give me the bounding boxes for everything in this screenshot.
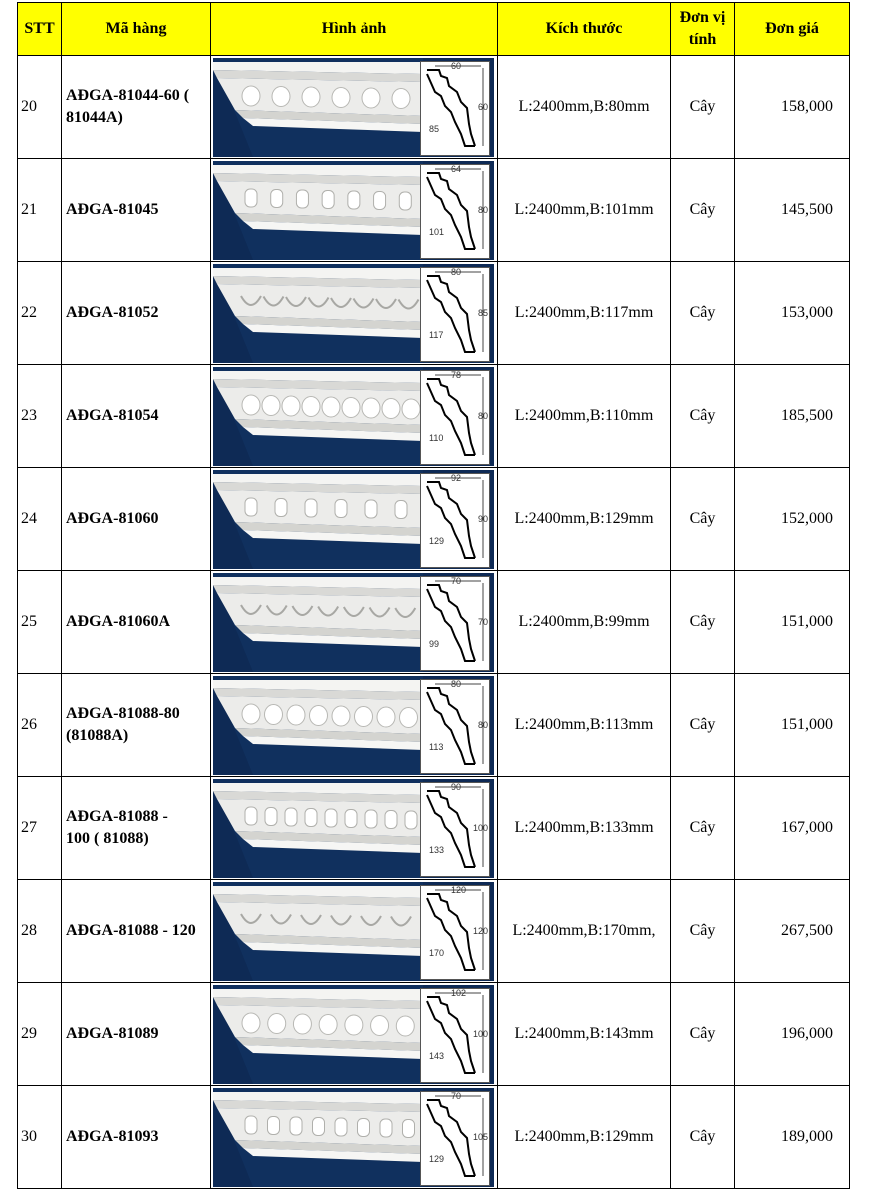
profile-drawing	[420, 370, 490, 465]
ornament	[348, 191, 360, 209]
dim-right: 90	[477, 513, 488, 524]
row-code	[62, 56, 211, 159]
profile-drawing	[420, 576, 490, 671]
row-code-line2: (81088A)	[66, 727, 129, 744]
dim-left: 117	[429, 329, 444, 340]
row-code-line1: AĐGA-81088-80	[66, 705, 180, 722]
dim-top: 80	[451, 678, 462, 689]
dim-top: 78	[451, 369, 462, 380]
header-row	[18, 3, 850, 56]
row-code-line1: AĐGA-81060A	[66, 613, 170, 630]
ornament	[245, 498, 257, 516]
cornice-photo	[213, 779, 423, 878]
dim-right: 70	[477, 616, 488, 627]
ornament	[287, 705, 305, 725]
ornament	[262, 395, 280, 415]
row-size: L:2400mm,B:170mm,	[498, 880, 671, 983]
profile-drawing	[420, 164, 490, 259]
dim-top: 64	[451, 163, 462, 174]
cornice-photo	[213, 573, 423, 672]
cornice-photo	[213, 161, 423, 260]
cornice-thumbnail	[213, 58, 494, 157]
cornice-thumbnail	[213, 1088, 494, 1187]
row-image	[211, 1086, 498, 1189]
ornament	[242, 1013, 260, 1033]
row-code	[62, 880, 211, 983]
dim-right: 80	[477, 410, 488, 421]
ornament	[325, 809, 337, 827]
cornice-photo	[213, 264, 423, 363]
ornament	[377, 707, 395, 727]
cornice-photo	[213, 985, 423, 1084]
header-unit-line2: tính	[688, 31, 717, 48]
dim-top: 70	[451, 1090, 462, 1101]
ornament	[275, 498, 287, 516]
row-price: 152,000	[735, 468, 850, 571]
row-image	[211, 159, 498, 262]
ornament	[345, 809, 357, 827]
row-price: 153,000	[735, 262, 850, 365]
row-code	[62, 365, 211, 468]
dim-left: 85	[429, 123, 440, 134]
cornice-photo	[213, 58, 423, 157]
ornament	[374, 191, 386, 209]
table-row	[18, 777, 850, 880]
row-size: L:2400mm,B:99mm	[498, 571, 671, 674]
ornament	[358, 1118, 370, 1136]
ornament	[282, 396, 300, 416]
profile-drawing	[420, 679, 490, 774]
row-code-line2: 81044A)	[66, 109, 123, 126]
row-image	[211, 262, 498, 365]
cornice-thumbnail	[213, 779, 494, 878]
row-price: 189,000	[735, 1086, 850, 1189]
cornice-thumbnail	[213, 470, 494, 569]
row-size: L:2400mm,B:129mm	[498, 1086, 671, 1189]
row-code-line1: AĐGA-81093	[66, 1128, 159, 1145]
ornament	[403, 1119, 415, 1137]
table-row	[18, 159, 850, 262]
ornament	[332, 706, 350, 726]
profile-outline	[427, 997, 475, 1073]
ornament	[302, 396, 320, 416]
row-code-line1: AĐGA-81089	[66, 1025, 159, 1042]
profile-drawing	[420, 782, 490, 877]
dim-top: 60	[451, 60, 462, 71]
dim-left: 113	[429, 741, 444, 752]
ornament	[305, 499, 317, 517]
row-stt: 21	[18, 159, 62, 262]
row-price: 196,000	[735, 983, 850, 1086]
cornice-thumbnail	[213, 264, 494, 363]
row-unit: Cây	[671, 365, 735, 468]
ornament	[402, 399, 420, 419]
header-image: Hình ảnh	[211, 3, 498, 56]
profile-outline	[427, 585, 475, 661]
row-price: 158,000	[735, 56, 850, 159]
row-stt: 26	[18, 674, 62, 777]
row-unit: Cây	[671, 983, 735, 1086]
row-unit: Cây	[671, 1086, 735, 1189]
profile-drawing	[420, 267, 490, 362]
ornament	[310, 705, 328, 725]
row-stt: 27	[18, 777, 62, 880]
ornament	[302, 87, 320, 107]
table-row	[18, 571, 850, 674]
row-code-line1: AĐGA-81045	[66, 201, 159, 218]
ornament	[245, 807, 257, 825]
ornament	[268, 1013, 286, 1033]
row-unit: Cây	[671, 56, 735, 159]
row-stt: 29	[18, 983, 62, 1086]
cornice-thumbnail	[213, 676, 494, 775]
ornament	[305, 808, 317, 826]
ornament	[385, 810, 397, 828]
ornament	[345, 1015, 363, 1035]
ornament	[319, 1014, 337, 1034]
ornament	[342, 397, 360, 417]
row-code	[62, 159, 211, 262]
cornice-photo	[213, 676, 423, 775]
row-unit: Cây	[671, 468, 735, 571]
ornament	[335, 1118, 347, 1136]
dim-right: 100	[472, 1028, 488, 1039]
cornice-photo	[213, 470, 423, 569]
dim-left: 101	[429, 226, 445, 237]
dim-left: 143	[429, 1050, 445, 1061]
row-size: L:2400mm,B:129mm	[498, 468, 671, 571]
profile-outline	[427, 173, 475, 249]
row-image	[211, 777, 498, 880]
profile-outline	[427, 894, 475, 970]
row-stt: 28	[18, 880, 62, 983]
row-price: 167,000	[735, 777, 850, 880]
row-code	[62, 777, 211, 880]
ornament	[371, 1015, 389, 1035]
ornament	[322, 190, 334, 208]
header-price: Đơn giá	[735, 3, 850, 56]
row-code	[62, 571, 211, 674]
ornament	[380, 1119, 392, 1137]
row-code-line1: AĐGA-81060	[66, 510, 159, 527]
ornament	[242, 395, 260, 415]
table-row	[18, 983, 850, 1086]
row-price: 151,000	[735, 674, 850, 777]
row-code	[62, 983, 211, 1086]
profile-drawing	[420, 988, 490, 1083]
cornice-photo	[213, 367, 423, 466]
dim-top: 120	[451, 884, 467, 895]
profile-outline	[427, 1100, 475, 1176]
dim-left: 170	[429, 947, 445, 958]
ornament	[332, 87, 350, 107]
profile-outline	[427, 791, 475, 867]
row-stt: 24	[18, 468, 62, 571]
row-price: 267,500	[735, 880, 850, 983]
row-price: 151,000	[735, 571, 850, 674]
row-image	[211, 983, 498, 1086]
dim-top: 90	[451, 781, 462, 792]
row-size: L:2400mm,B:110mm	[498, 365, 671, 468]
ornament	[265, 704, 283, 724]
ornament	[242, 86, 260, 106]
ornament	[405, 811, 417, 829]
profile-outline	[427, 276, 475, 352]
cornice-thumbnail	[213, 573, 494, 672]
dim-left: 129	[429, 535, 445, 546]
row-stt: 22	[18, 262, 62, 365]
profile-drawing	[420, 1091, 490, 1186]
cornice-photo	[213, 882, 423, 981]
row-code-line2: 100 ( 81088)	[66, 830, 149, 847]
table-row	[18, 365, 850, 468]
header-unit	[671, 3, 735, 56]
table-row	[18, 56, 850, 159]
ornament	[272, 86, 290, 106]
ornament	[396, 1016, 414, 1036]
ornament	[400, 707, 418, 727]
cornice-thumbnail	[213, 161, 494, 260]
dim-right: 105	[472, 1131, 488, 1142]
cornice-thumbnail	[213, 882, 494, 981]
row-code	[62, 1086, 211, 1189]
row-stt: 20	[18, 56, 62, 159]
row-size: L:2400mm,B:133mm	[498, 777, 671, 880]
ornament	[362, 88, 380, 108]
ornament	[335, 499, 347, 517]
row-stt: 25	[18, 571, 62, 674]
ornament	[322, 397, 340, 417]
profile-drawing	[420, 885, 490, 980]
ornament	[382, 398, 400, 418]
header-size: Kích thước	[498, 3, 671, 56]
ornament	[392, 88, 410, 108]
ornament	[365, 810, 377, 828]
ornament	[296, 190, 308, 208]
dim-top: 102	[451, 987, 467, 998]
cornice-thumbnail	[213, 985, 494, 1084]
dim-left: 133	[429, 844, 445, 855]
ornament	[313, 1117, 325, 1135]
header-stt: STT	[18, 3, 62, 56]
row-size: L:2400mm,B:113mm	[498, 674, 671, 777]
row-image	[211, 468, 498, 571]
row-code-line1: AĐGA-81088 - 120	[66, 922, 196, 939]
profile-drawing	[420, 473, 490, 568]
header-unit-line1: Đơn vị	[679, 9, 726, 26]
row-stt: 23	[18, 365, 62, 468]
row-unit: Cây	[671, 777, 735, 880]
row-code-line1: AĐGA-81088 -	[66, 808, 168, 825]
row-unit: Cây	[671, 674, 735, 777]
row-image	[211, 56, 498, 159]
cornice-thumbnail	[213, 367, 494, 466]
row-image	[211, 880, 498, 983]
row-unit: Cây	[671, 880, 735, 983]
ornament	[271, 189, 283, 207]
row-price: 185,500	[735, 365, 850, 468]
dim-right: 100	[472, 822, 488, 833]
ornament	[268, 1116, 280, 1134]
cornice-photo	[213, 1088, 423, 1187]
ornament	[242, 704, 260, 724]
price-table	[17, 2, 850, 1189]
ornament	[395, 500, 407, 518]
ornament	[362, 398, 380, 418]
row-code	[62, 468, 211, 571]
dim-right: 120	[472, 925, 488, 936]
dim-top: 80	[451, 266, 462, 277]
row-stt: 30	[18, 1086, 62, 1189]
row-unit: Cây	[671, 159, 735, 262]
dim-right: 80	[477, 204, 488, 215]
dim-top: 92	[451, 472, 462, 483]
table-row	[18, 1086, 850, 1189]
row-code-line1: AĐGA-81052	[66, 304, 159, 321]
table-row	[18, 262, 850, 365]
header-code: Mã hàng	[62, 3, 211, 56]
ornament	[290, 1117, 302, 1135]
row-size: L:2400mm,B:143mm	[498, 983, 671, 1086]
dim-right: 60	[477, 101, 488, 112]
row-unit: Cây	[671, 262, 735, 365]
row-image	[211, 571, 498, 674]
dim-top: 70	[451, 575, 462, 586]
table-row	[18, 880, 850, 983]
row-code	[62, 262, 211, 365]
table-row	[18, 468, 850, 571]
ornament	[293, 1014, 311, 1034]
table-row	[18, 674, 850, 777]
row-price: 145,500	[735, 159, 850, 262]
row-image	[211, 365, 498, 468]
row-size: L:2400mm,B:80mm	[498, 56, 671, 159]
profile-outline	[427, 688, 475, 764]
row-code-line1: AĐGA-81054	[66, 407, 159, 424]
dim-left: 99	[429, 638, 440, 649]
ornament	[365, 500, 377, 518]
row-code	[62, 674, 211, 777]
row-unit: Cây	[671, 571, 735, 674]
profile-drawing	[420, 61, 490, 156]
ornament	[285, 808, 297, 826]
profile-outline	[427, 482, 475, 558]
dim-right: 85	[477, 307, 488, 318]
row-image	[211, 674, 498, 777]
ornament	[245, 189, 257, 207]
ornament	[399, 192, 411, 210]
row-size: L:2400mm,B:117mm	[498, 262, 671, 365]
row-code-line1: AĐGA-81044-60 (	[66, 87, 190, 104]
row-size: L:2400mm,B:101mm	[498, 159, 671, 262]
dim-left: 129	[429, 1153, 445, 1164]
ornament	[355, 706, 373, 726]
profile-outline	[427, 379, 475, 455]
ornament	[245, 1116, 257, 1134]
ornament	[265, 807, 277, 825]
dim-right: 80	[477, 719, 488, 730]
profile-outline	[427, 70, 475, 146]
dim-left: 110	[429, 432, 444, 443]
